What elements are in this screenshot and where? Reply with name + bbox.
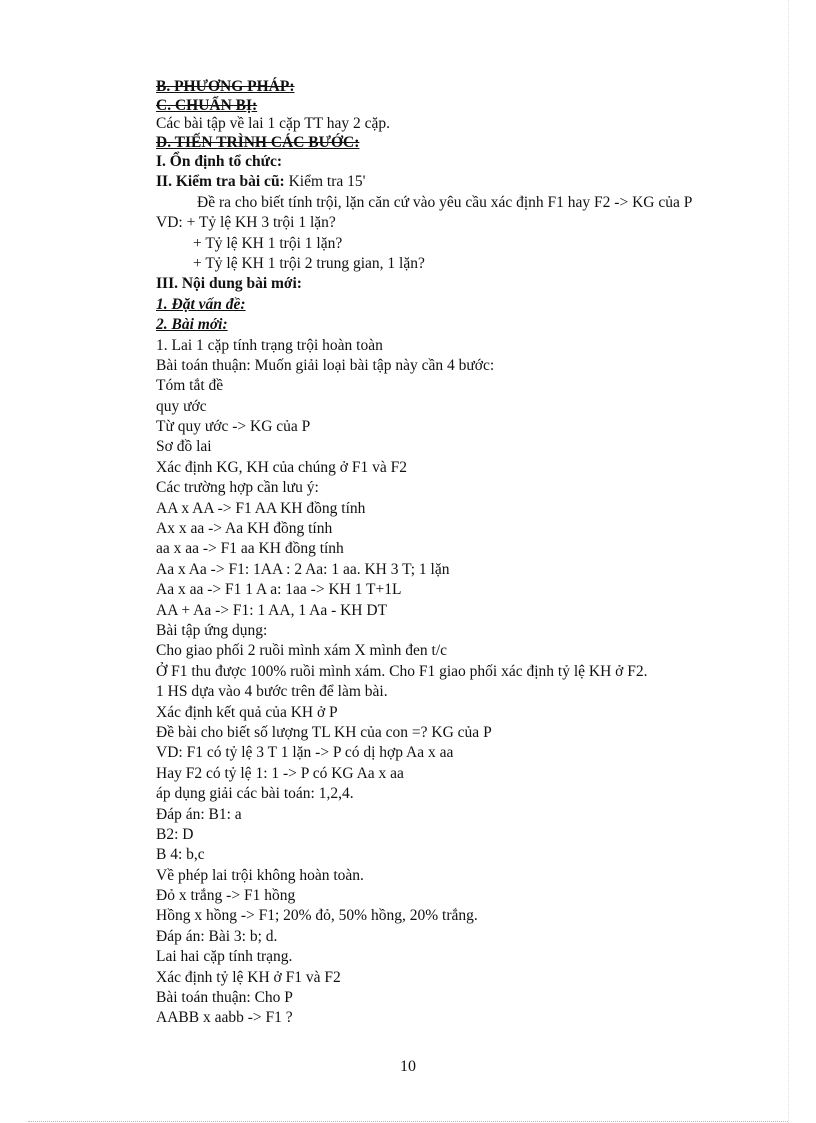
problem-text: Đề ra cho biết tính trội, lặn căn cứ vào yêu cầu xác định F1 hay F2 -> KG của P <box>197 193 693 211</box>
body-lines <box>115 336 755 1029</box>
body-line: AA x AA -> F1 AA KH đồng tính <box>156 499 366 517</box>
right-margin-divider <box>788 0 789 1123</box>
body-line: Lai hai cặp tính trạng. <box>156 948 293 966</box>
body-line: Xác định kết quả của KH ở P <box>156 703 338 721</box>
page-number: 10 <box>400 1058 416 1075</box>
body-line: Sơ đồ lai <box>156 438 212 456</box>
body-line: Xác định KG, KH của chúng ở F1 và F2 <box>156 458 407 476</box>
body-line: Aa x aa -> F1 1 A a: 1aa -> KH 1 T+1L <box>156 581 402 599</box>
footer-divider <box>28 1121 788 1122</box>
body-line: áp dụng giải các bài toán: 1,2,4. <box>156 785 354 803</box>
body-line: 1. Lai 1 cặp tính trạng trội hoàn toàn <box>156 336 383 354</box>
body-line: Các trường hợp cần lưu ý: <box>156 479 319 497</box>
step2-note: Kiểm tra 15' <box>288 173 366 191</box>
sub2-heading: 2. Bài mới: <box>156 316 228 334</box>
body-line: Ax x aa -> Aa KH đồng tính <box>156 520 333 538</box>
body-line: AA + Aa -> F1: 1 AA, 1 Aa - KH DT <box>156 601 388 619</box>
body-line: Hồng x hồng -> F1; 20% đỏ, 50% hồng, 20% trắng. <box>156 907 478 925</box>
section-b-heading: B. PHƯƠNG PHÁP: <box>156 78 295 95</box>
body-line: Bài toán thuận: Muốn giải loại bài tập này cần 4 bước: <box>156 356 495 374</box>
body-line: Đỏ x trắng -> F1 hồng <box>156 887 296 905</box>
body-line: Ở F1 thu được 100% ruồi mình xám. Cho F1 giao phối xác định tỷ lệ KH ở F2. <box>156 662 648 680</box>
body-line: Từ quy ước -> KG của P <box>156 418 311 436</box>
section-c-heading: C. CHUẨN BỊ: <box>156 96 258 114</box>
body-line: aa x aa -> F1 aa KH đồng tính <box>156 540 344 558</box>
step2-heading-line <box>115 172 755 192</box>
prep-text: Các bài tập về lai 1 cặp TT hay 2 cặp. <box>156 115 390 132</box>
step3-heading: III. Nội dung bài mới: <box>156 275 302 293</box>
example-line: VD: + Tỷ lệ KH 3 trội 1 lặn? <box>156 214 336 232</box>
body-line: B 4: b,c <box>156 846 205 864</box>
body-line: Bài toán thuận: Cho P <box>156 989 293 1007</box>
body-line: VD: F1 có tỷ lệ 3 T 1 lặn -> P có dị hợp Aa x aa <box>156 744 454 762</box>
page-content <box>115 78 755 1029</box>
body-line: AABB x aabb -> F1 ? <box>156 1009 293 1027</box>
sub1-heading: 1. Đặt vấn đề: <box>156 295 246 313</box>
body-line: Tóm tắt đề <box>156 377 224 395</box>
example-line: + Tỷ lệ KH 1 trội 2 trung gian, 1 lặn? <box>193 254 425 272</box>
body-line: Đề bài cho biết số lượng TL KH của con =? KG của P <box>156 723 492 741</box>
body-line: Cho giao phối 2 ruồi mình xám X mình đen t/c <box>156 642 448 660</box>
body-line: Đáp án: Bài 3: b; d. <box>156 927 278 945</box>
body-line: Hay F2 có tỷ lệ 1: 1 -> P có KG Aa x aa <box>156 764 404 782</box>
example-line: + Tỷ lệ KH 1 trội 1 lặn? <box>193 234 343 252</box>
body-line: 1 HS dựa vào 4 bước trên để làm bài. <box>156 683 388 701</box>
body-line: Aa x Aa -> F1: 1AA : 2 Aa: 1 aa. KH 3 T; 1 lặn <box>156 560 450 578</box>
step1-heading: I. Ổn định tổ chức: <box>156 153 283 170</box>
body-line: Đáp án: B1: a <box>156 805 242 823</box>
section-d-heading: D. TIẾN TRÌNH CÁC BƯỚC: <box>156 133 360 151</box>
body-line: Về phép lai trội không hoàn toàn. <box>156 866 364 884</box>
body-line: Xác định tỷ lệ KH ở F1 và F2 <box>156 968 341 986</box>
step2-heading: II. Kiểm tra bài cũ: <box>156 173 285 191</box>
body-line: quy ước <box>156 397 207 415</box>
body-line: B2: D <box>156 825 194 843</box>
body-line: Bài tập ứng dụng: <box>156 622 268 639</box>
